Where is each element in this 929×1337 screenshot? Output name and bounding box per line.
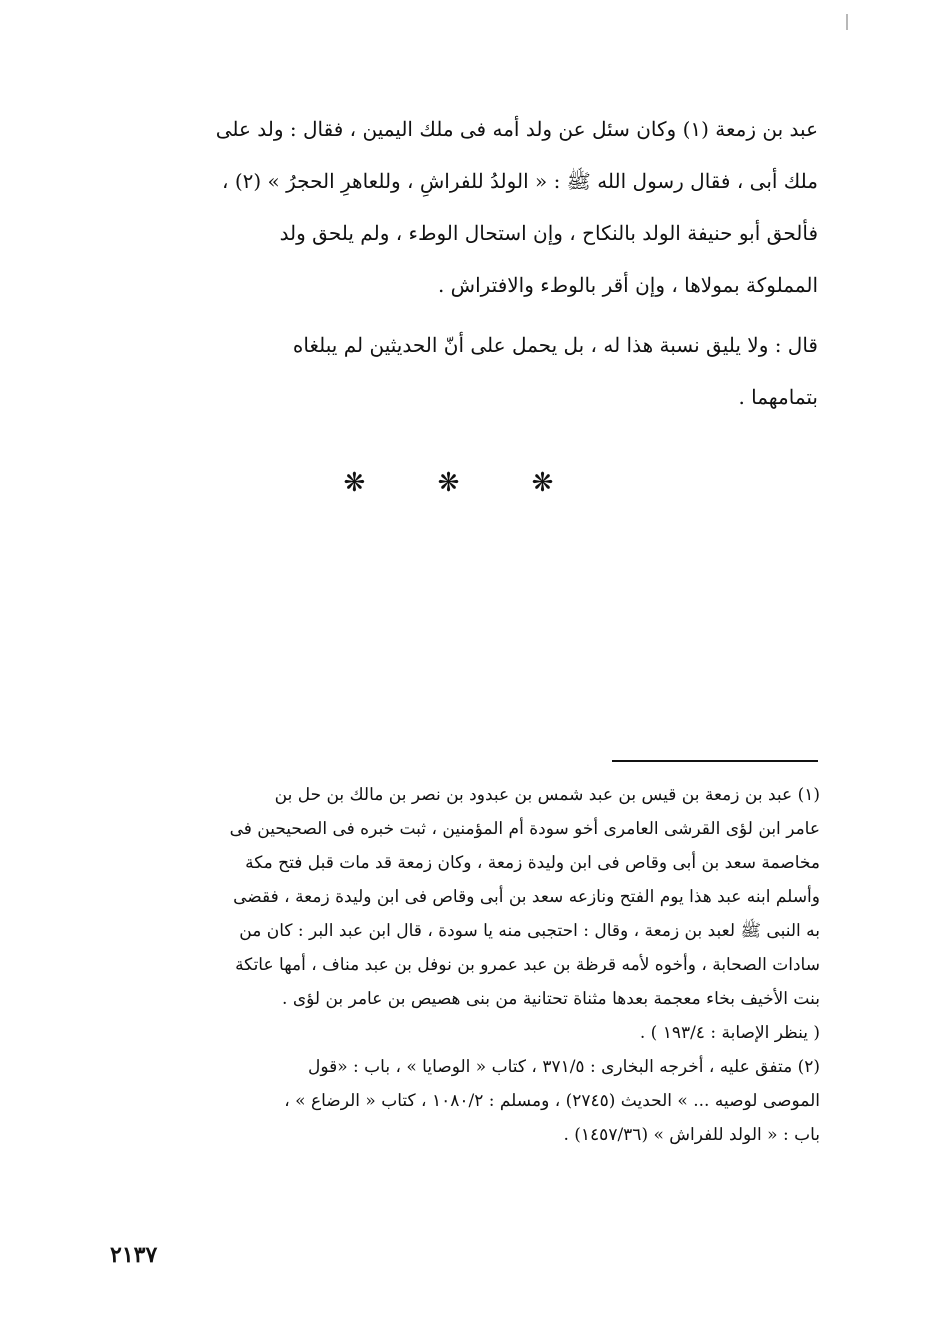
footnotes bbox=[108, 778, 820, 1152]
footnote-line: بنت الأخيف بخاء معجمة بعدها مثناة تحتانية من بنى هصيص بن عامر بن لؤى . bbox=[282, 989, 820, 1009]
text-line: ملك أبى ، فقال رسول الله ﷺ : « الولدُ للفراشِ ، وللعاهرِ الحجرُ » (٢) ، bbox=[222, 169, 818, 193]
text-line: بتمامهما . bbox=[738, 385, 818, 409]
scan-mark bbox=[846, 14, 848, 30]
section-separator: ❋ ❋ ❋ bbox=[343, 468, 586, 498]
footnote-line: عامر ابن لؤى القرشى العامرى أخو سودة أم المؤمنين ، ثبت خبره فى الصحيحين فى bbox=[229, 819, 820, 839]
footnote-line: (٢) متفق عليه ، أخرجه البخارى : ٣٧١/٥ ، كتاب « الوصايا » ، باب : «قول bbox=[307, 1057, 820, 1077]
main-text bbox=[110, 103, 818, 423]
page-number: ٢١٣٧ bbox=[110, 1242, 158, 1268]
text-line: عبد بن زمعة (١) وكان سئل عن ولد أمه فى ملك اليمين ، فقال : ولد على bbox=[215, 117, 818, 141]
footnote-line: ( ينظر الإصابة : ١٩٣/٤ ) . bbox=[639, 1023, 820, 1043]
text-line: المملوكة بمولاها ، وإن أقر بالوطء والافتراش . bbox=[437, 273, 818, 297]
text-line: قال : ولا يليق نسبة هذا له ، بل يحمل على أنّ الحديثين لم يبلغاه bbox=[292, 333, 818, 357]
footnote-line: الموصى لوصيه ... » الحديث (٢٧٤٥) ، ومسلم : ١٠٨٠/٢ ، كتاب « الرضاع » ، bbox=[284, 1091, 820, 1111]
footnote-rule bbox=[612, 760, 818, 762]
footnote-line: سادات الصحابة ، وأخوه لأمه قرظة بن عبد عمرو بن نوفل بن عبد مناف ، أمها عاتكة bbox=[235, 955, 820, 975]
footnote-line: وأسلم ابنه عبد هذا يوم الفتح ونازعه سعد بن أبى وقاص فى ابن وليدة زمعة ، فقضى bbox=[233, 887, 820, 907]
footnote-line: مخاصمة سعد بن أبى وقاص فى ابن وليدة زمعة ، وكان زمعة قد مات قبل فتح مكة bbox=[245, 853, 820, 873]
footnote-line: (١) عبد بن زمعة بن قيس بن عبد شمس بن عبدود بن نصر بن مالك بن حل بن bbox=[274, 785, 820, 805]
text-line: فألحق أبو حنيفة الولد بالنكاح ، وإن استحال الوطء ، ولم يلحق ولد bbox=[279, 221, 818, 245]
footnote-line: باب : « الولد للفراش » (١٤٥٧/٣٦) . bbox=[563, 1125, 820, 1145]
footnote-line: به النبى ﷺ لعبد بن زمعة ، وقال : احتجبى منه يا سودة ، قال ابن عبد البر : كان من bbox=[239, 921, 820, 941]
